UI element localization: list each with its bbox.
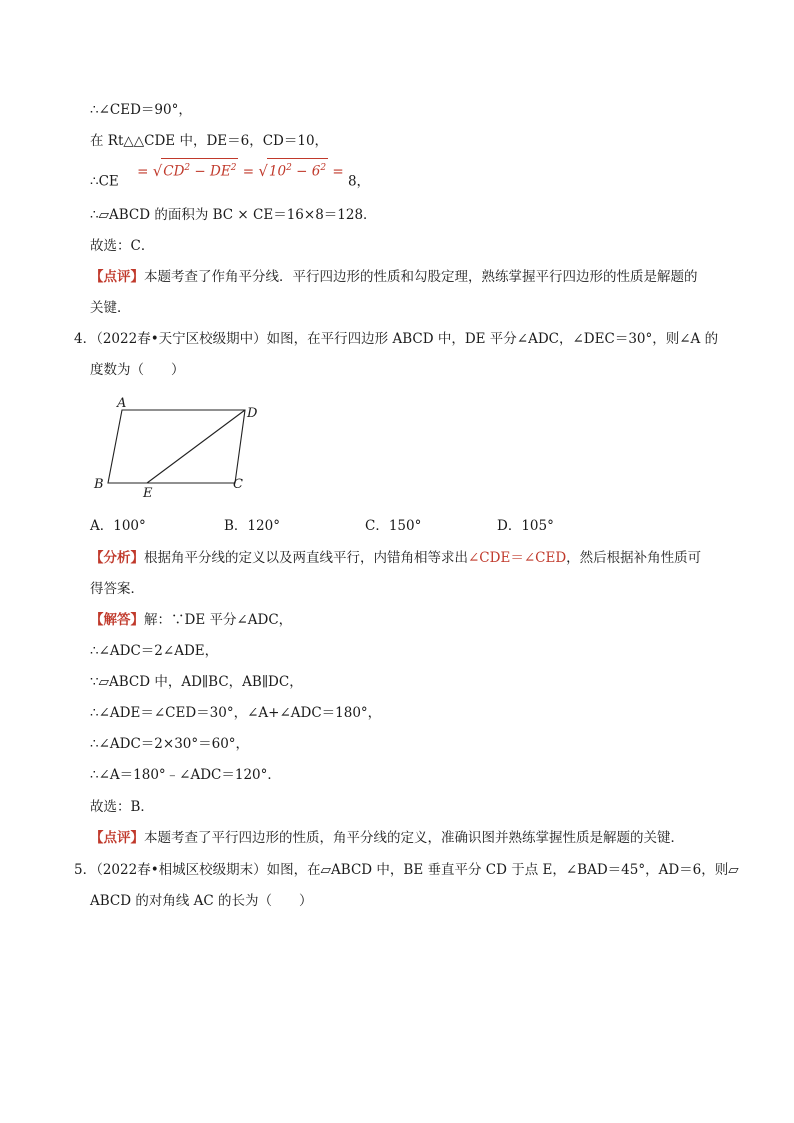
analysis-line: [90, 549, 701, 567]
choice-b: B．120°: [224, 518, 280, 534]
segment-de: [147, 410, 245, 483]
comment-line: [90, 268, 698, 286]
comment-text: 本题考查了平行四边形的性质，角平分线的定义，准确识图并熟练掌握性质是解题的关键．: [144, 830, 684, 846]
label-e: E: [143, 486, 153, 500]
answer-line: [90, 611, 292, 629]
analysis-highlight: ∠CDE＝∠CED: [468, 550, 567, 566]
comment-text: 本题考查了作角平分线．平行四边形的性质和勾股定理，熟练掌握平行四边形的性质是解题的: [144, 269, 698, 285]
analysis-text: 根据角平分线的定义以及两直线平行，内错角相等求出: [144, 550, 468, 566]
label-d: D: [247, 406, 258, 421]
formula-prefix: ∴CE: [90, 173, 119, 190]
answer-line: ∴∠ADC＝2×30°＝60°，: [90, 736, 250, 752]
answer-line: ∴∠ADC＝2∠ADE，: [90, 643, 219, 659]
solution-line: ∴∠CED＝90°，: [90, 102, 192, 118]
answer-line: ∴∠ADE＝∠CED＝30°，∠A+∠ADC＝180°，: [90, 705, 382, 721]
comment-line: [90, 829, 684, 847]
choice-c: C．150°: [365, 518, 422, 534]
label-a: A: [117, 396, 127, 411]
choice-a: A．100°: [90, 518, 146, 534]
parallelogram-diagram: [90, 395, 260, 500]
solution-line: ∴▱ABCD 的面积为 BC × CE＝16×8＝128．: [90, 207, 377, 223]
question-4-stem: 4．（2022春•天宁区校级期中）如图，在平行四边形 ABCD 中，DE 平分∠ADC，∠DEC＝30°，则∠A 的: [74, 331, 719, 347]
question-5-stem: 5．（2022春•相城区校级期末）如图，在▱ABCD 中，BE 垂直平分 CD 于点 E，∠BAD＝45°，AD＝6，则▱: [74, 862, 739, 878]
formula-result: 8，: [347, 173, 371, 190]
question-5-stem: ABCD 的对角线 AC 的长为（ ）: [90, 893, 313, 909]
solution-line: 在 Rt△△CDE 中，DE＝6，CD＝10，: [90, 133, 329, 149]
answer-tag: 【解答】: [90, 612, 144, 628]
parallelogram-abcd: [108, 410, 245, 483]
answer-line: ∵▱ABCD 中，AD∥BC，AB∥DC，: [90, 674, 303, 690]
solution-line: 故选：C．: [90, 238, 155, 254]
pythagorean-formula: = $√CD^2 - DE^2 = √10^2 - 6^2$ =: [137, 164, 348, 180]
comment-tag: 【点评】: [90, 269, 144, 285]
choice-d: D．105°: [497, 518, 554, 534]
answer-line: ∴∠A＝180°﹣∠ADC＝120°．: [90, 767, 281, 783]
solution-line-formula: [90, 161, 371, 191]
question-4-stem: 度数为（ ）: [90, 362, 185, 378]
comment-line: 关键．: [90, 300, 131, 316]
analysis-text: ，然后根据补角性质可: [566, 550, 702, 566]
answer-text: 解：∵DE 平分∠ADC，: [144, 612, 293, 628]
analysis-tag: 【分析】: [90, 550, 144, 566]
comment-tag: 【点评】: [90, 830, 144, 846]
analysis-line: 得答案．: [90, 581, 144, 597]
answer-line: 故选：B．: [90, 799, 154, 815]
label-c: C: [233, 477, 243, 492]
parallelogram-figure: [90, 395, 260, 504]
label-b: B: [94, 477, 104, 492]
